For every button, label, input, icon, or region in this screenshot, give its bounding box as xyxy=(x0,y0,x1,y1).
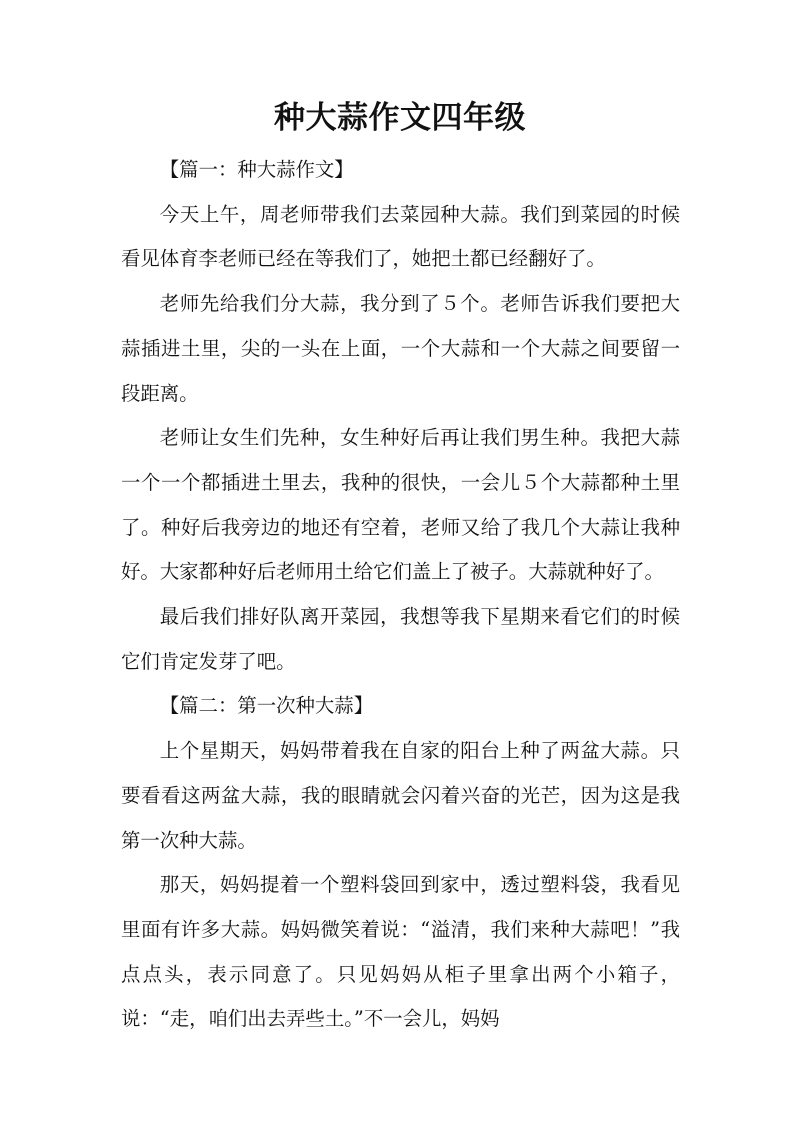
paragraph: 上个星期天，妈妈带着我在自家的阳台上种了两盆大蒜。只要看看这两盆大蒜，我的眼睛就会闪着兴奋的光芒，因为这是我第一次种大蒜。 xyxy=(121,739,680,852)
paragraph: 最后我们排好队离开菜园，我想等我下星期来看它们的时候它们肯定发芽了吧。 xyxy=(121,605,680,673)
paragraph: 老师先给我们分大蒜，我分到了５个。老师告诉我们要把大蒜插进土里，尖的一头在上面，一个大蒜和一个大蒜之间要留一段距离。 xyxy=(121,292,680,405)
document-title: 种大蒜作文四年级 xyxy=(274,100,526,136)
section-heading-1: 【篇一：种大蒜作文】 xyxy=(159,158,354,181)
section-heading-2: 【篇二：第一次种大蒜】 xyxy=(159,694,374,718)
document-body xyxy=(121,148,680,1042)
paragraph: 老师让女生们先种，女生种好后再让我们男生种。我把大蒜一个一个都插进土里去，我种的很快，一会儿５个大蒜都种土里了。种好后我旁边的地还有空着，老师又给了我几个大蒜让我种好。大家都种好后老师用土给它们盖上了被子。大蒜就种好了。 xyxy=(121,426,680,584)
paragraph: 那天，妈妈提着一个塑料袋回到家中，透过塑料袋，我看见里面有许多大蒜。妈妈微笑着说：“溢清，我们来种大蒜吧！”我点点头，表示同意了。只见妈妈从柜子里拿出两个小箱子，说：“走，咱们出去弄些土。”不一会儿，妈妈 xyxy=(121,873,680,1031)
paragraph: 今天上午，周老师带我们去菜园种大蒜。我们到菜园的时候看见体育李老师已经在等我们了，她把土都已经翻好了。 xyxy=(121,202,680,271)
